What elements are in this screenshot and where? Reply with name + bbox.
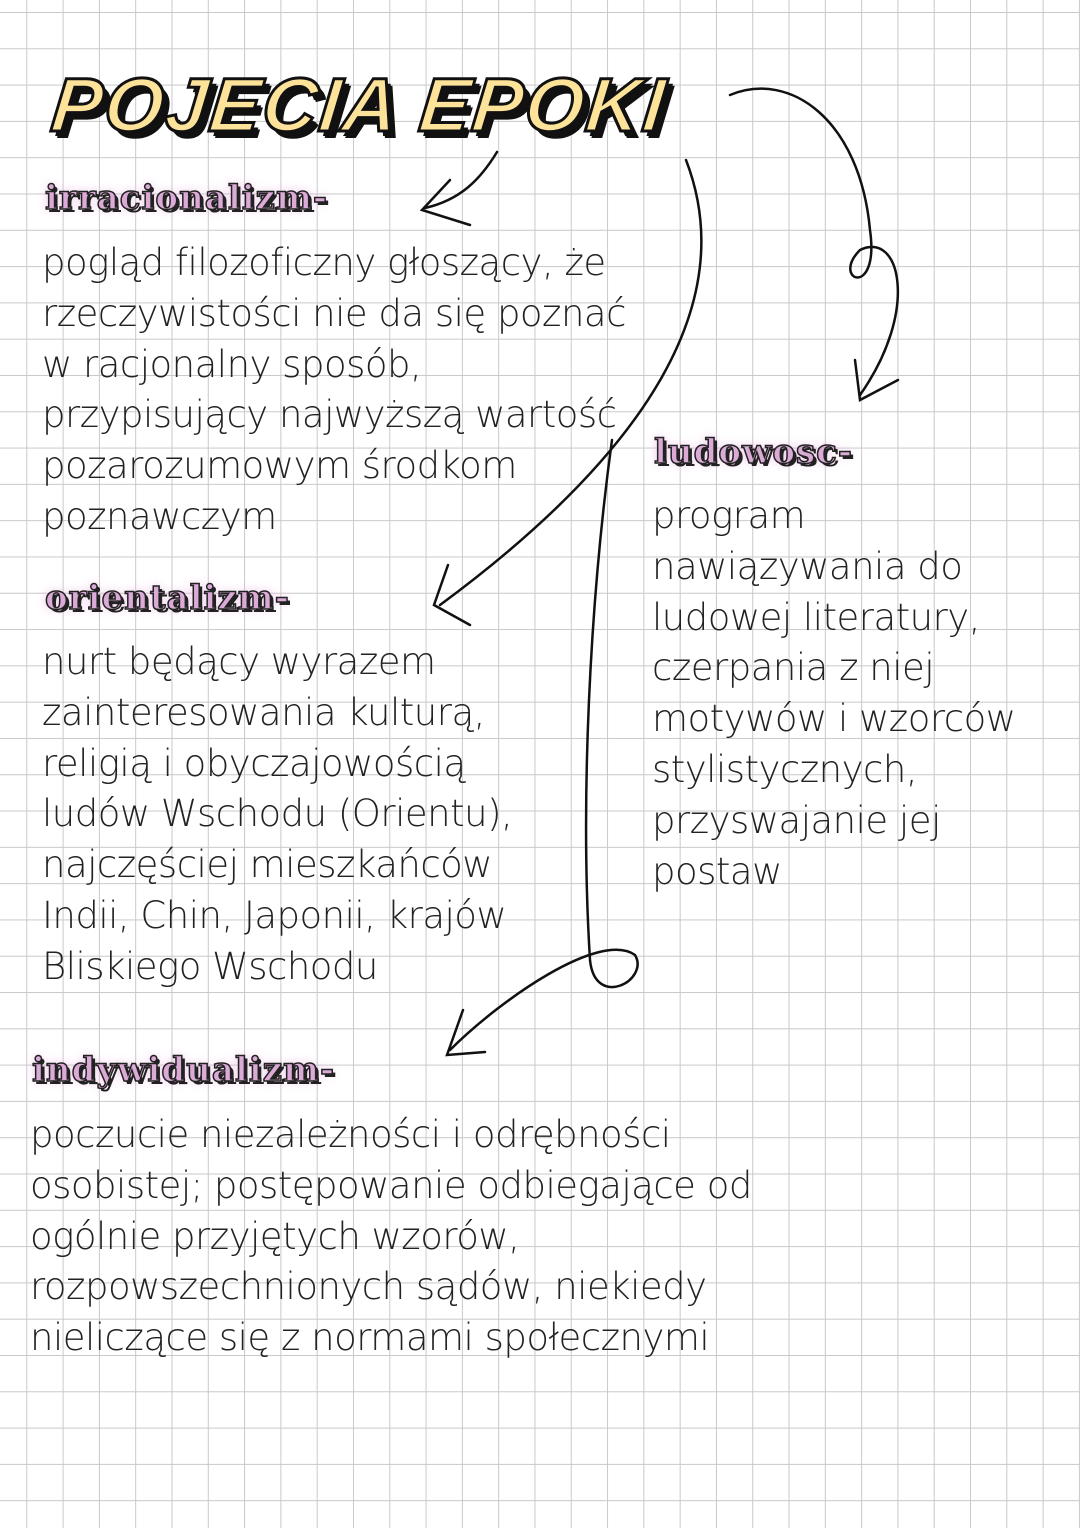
term-ludowosc: ludowosc- <box>654 432 853 472</box>
page-title: POJECIA EPOKI <box>47 63 671 148</box>
definition-orientalizm: nurt będący wyrazem zainteresowania kulturą, religią i obyczajowością ludów Wschodu (Orientu), najczęściej mieszkańców Indii, Chin, Japonii, krajów Bliskiego Wschodu <box>42 640 513 988</box>
definition-indywidualizm: poczucie niezależności i odrębności osobistej; postępowanie odbiegające od ogólnie przyjętych wzorów, rozpowszechnionych sądów, niekiedy nieliczące się z normami społecznymi <box>30 1113 752 1360</box>
definition-irracionalizm: pogląd filozoficzny głoszący, że rzeczywistości nie da się poznać w racjonalny sposób, przypisujący najwyższą wartość pozarozumowym środkom poznawczym <box>42 241 626 538</box>
arrow-irracionalizm <box>422 152 497 225</box>
definition-ludowosc: program nawiązywania do ludowej literatury, czerpania z niej motywów i wzorców stylistycznych, przyswajanie jej postaw <box>652 494 1016 893</box>
term-irracionalizm: irracionalizm- <box>45 178 329 218</box>
arrow-ludowosc <box>730 89 898 400</box>
term-indywidualizm: indywidualizm- <box>32 1050 336 1090</box>
term-orientalizm: orientalizm- <box>45 578 290 618</box>
